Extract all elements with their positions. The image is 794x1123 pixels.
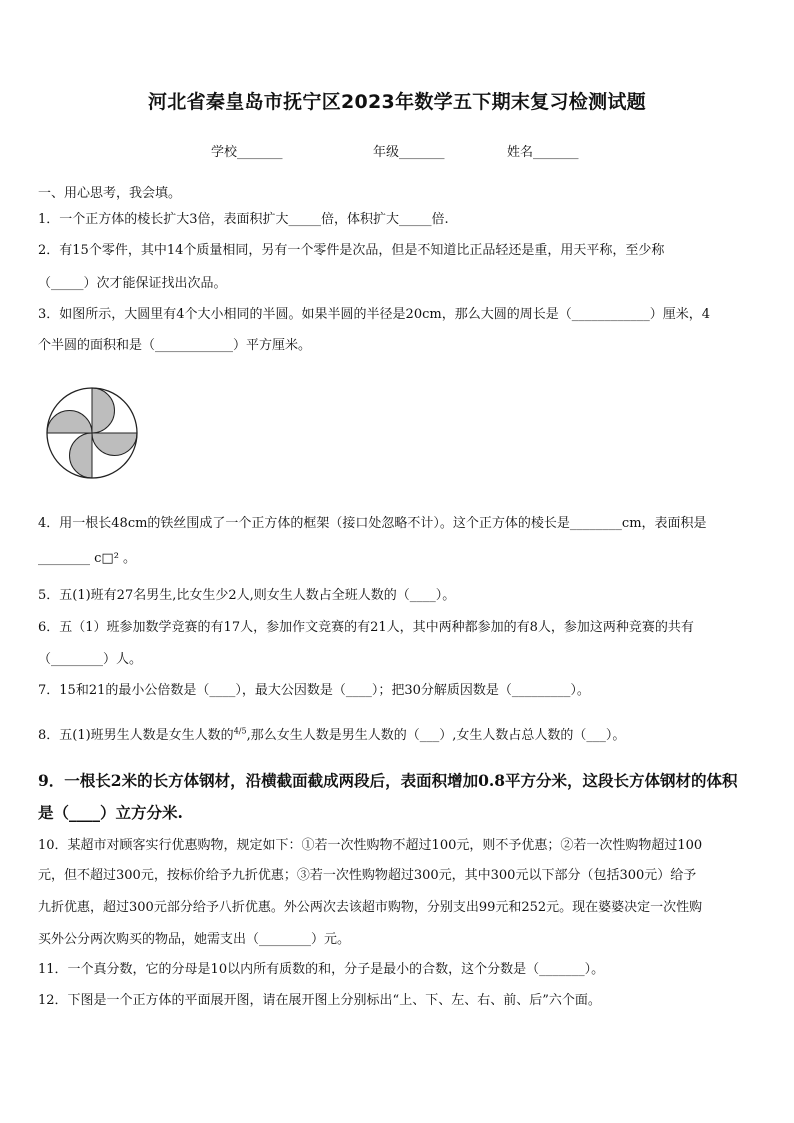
question-7: 7．15和21的最小公倍数是（____），最大公因数是（____）；把30分解质因数是（_________）。	[38, 683, 590, 698]
semicircle-left	[47, 411, 92, 434]
question-9-line-2: 是（____）立方分米.	[38, 803, 183, 822]
grade-field: 年级_______	[373, 145, 445, 160]
question-8-fraction: 4/5	[233, 726, 247, 736]
question-4-line-1: 4．用一根长48cm的铁丝围成了一个正方体的框架（接口处忽略不计）。这个正方体的棱长是________cm，表面积是	[38, 516, 707, 531]
section-heading: 一、用心思考，我会填。	[38, 186, 182, 201]
question-5: 5．五(1)班有27名男生,比女生少2人,则女生人数占全班人数的（____）。	[38, 588, 456, 603]
question-2-line-1: 2．有15个零件，其中14个质量相同，另有一个零件是次品，但是不知道比正品轻还是重，用天平称，至少称	[38, 243, 665, 258]
question-8	[38, 724, 625, 743]
question-8-prefix: 8．五(1)班男生人数是女生人数的	[38, 728, 234, 743]
question-10-line-1: 10．某超市对顾客实行优惠购物，规定如下：①若一次性购物不超过100元，则不予优惠；②若一次性购物超过100	[38, 838, 703, 853]
question-12: 12．下图是一个正方体的平面展开图，请在展开图上分别标出“上、下、左、右、前、后”六个面。	[38, 993, 601, 1008]
question-10-line-4: 买外公分两次购买的物品，她需支出（________）元。	[38, 932, 351, 947]
name-field: 姓名_______	[507, 145, 579, 160]
question-8-suffix: ,那么女生人数是男生人数的（___）,女生人数占总人数的（___）。	[246, 728, 626, 743]
question-6-line-1: 6．五（1）班参加数学竞赛的有17人，参加作文竞赛的有21人，其中两种都参加的有8人，参加这两种竞赛的共有	[38, 620, 694, 635]
school-field: 学校_______	[211, 145, 283, 160]
semicircle-top	[92, 388, 115, 433]
question-10-line-3: 九折优惠，超过300元部分给予八折优惠。外公两次去该超市购物，分别支出99元和252元。现在婆婆决定一次性购	[38, 900, 703, 915]
circle-semicircles-figure	[42, 383, 142, 483]
semicircle-bottom	[70, 433, 93, 478]
question-4-line-2: ________ c□² 。	[38, 551, 137, 566]
question-11: 11．一个真分数，它的分母是10以内所有质数的和，分子是最小的合数，这个分数是（_______）。	[38, 962, 605, 977]
semicircle-right	[92, 433, 137, 456]
question-1: 1．一个正方体的棱长扩大3倍，表面积扩大_____倍，体积扩大_____倍.	[38, 212, 449, 227]
question-3-line-1: 3．如图所示，大圆里有4个大小相同的半圆。如果半圆的半径是20cm，那么大圆的周长是（____________）厘米，4	[38, 307, 710, 322]
question-2-line-2: （_____）次才能保证找出次品。	[38, 276, 227, 291]
question-9-line-1: 9．一根长2米的长方体钢材，沿横截面截成两段后，表面积增加0.8平方分米，这段长方体钢材的体积	[38, 771, 738, 790]
question-3-line-2: 个半圆的面积和是（____________）平方厘米。	[38, 338, 312, 353]
page-title: 河北省秦皇岛市抚宁区2023年数学五下期末复习检测试题	[148, 91, 646, 113]
question-6-line-2: （________）人。	[38, 652, 143, 667]
question-10-line-2: 元，但不超过300元，按标价给予九折优惠；③若一次性购物超过300元，其中300元以下部分（包括300元）给予	[38, 868, 697, 883]
